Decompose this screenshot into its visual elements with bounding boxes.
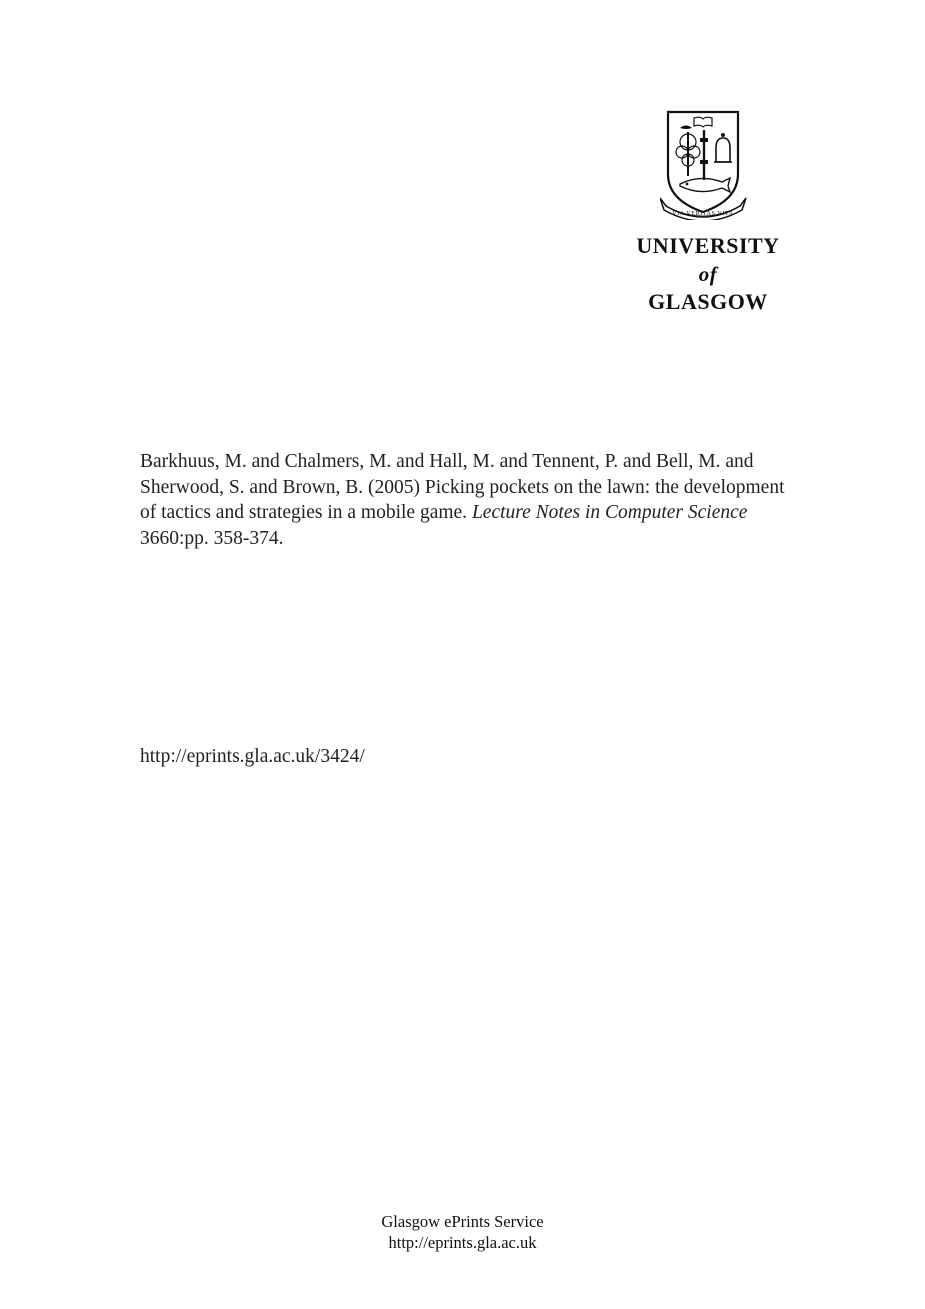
logo-university-text: UNIVERSITY xyxy=(636,233,780,258)
footer-url-link[interactable]: http://eprints.gla.ac.uk xyxy=(388,1233,537,1252)
logo-of-text: of xyxy=(698,262,718,286)
footer xyxy=(0,1211,925,1253)
university-crest-icon xyxy=(660,108,756,220)
citation-volume-pages: 3660:pp. 358-374. xyxy=(140,527,284,549)
citation-journal: Lecture Notes in Computer Science xyxy=(471,502,748,523)
citation-text xyxy=(140,449,800,551)
footer-service-name: Glasgow ePrints Service xyxy=(381,1212,544,1231)
logo-glasgow-text: GLASGOW xyxy=(648,289,768,314)
citation-main: Barkhuus, M. and Chalmers, M. and Hall, M. and Tennent, P. and Bell, M. and Sherwood, S. and Brown, B. (2005) Picking pockets on the lawn: the development of tactics and strategies in a mobile game. xyxy=(140,451,785,523)
record-url-link[interactable]: http://eprints.gla.ac.uk/3424/ xyxy=(140,746,365,767)
university-logo xyxy=(616,108,800,316)
svg-text:VIA VERITAS VITA: VIA VERITAS VITA xyxy=(672,211,734,217)
